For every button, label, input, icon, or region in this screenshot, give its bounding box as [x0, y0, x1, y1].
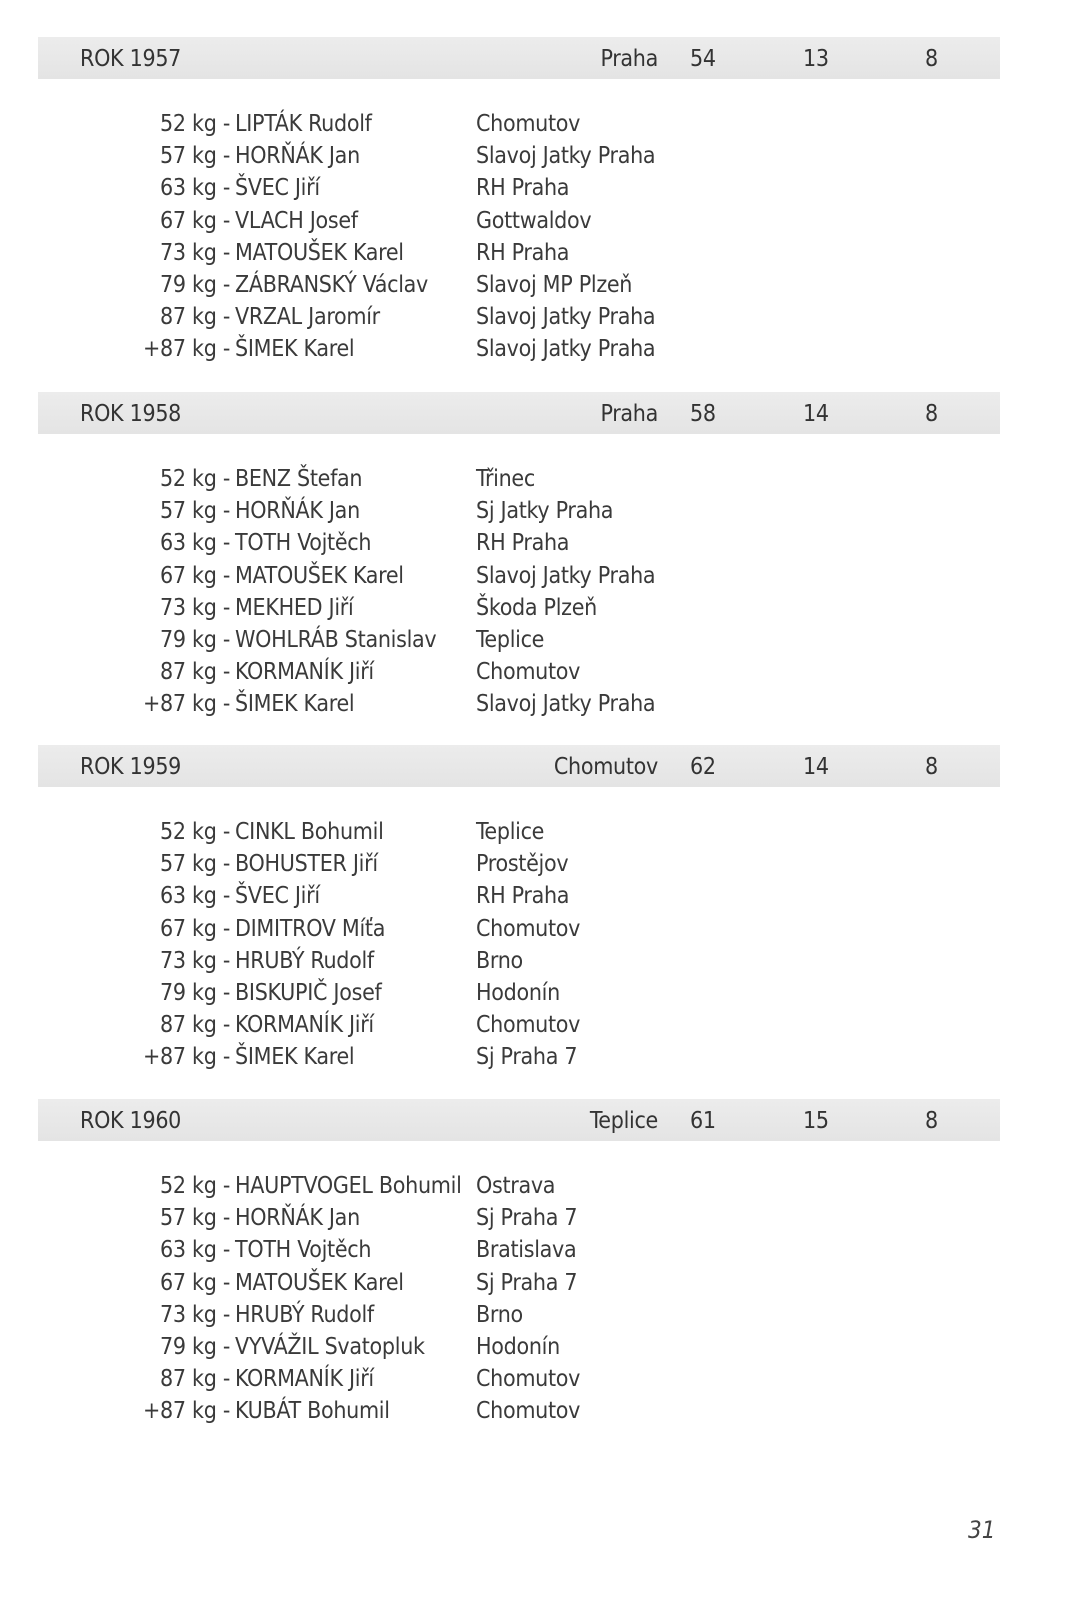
weight-class: +87 kg -	[143, 336, 230, 363]
club-name: RH Praha	[476, 883, 570, 910]
club-name: Chomutov	[476, 111, 581, 137]
weight-class: 67 kg -	[160, 1269, 230, 1296]
club-name: RH Praha	[476, 530, 570, 557]
wrestler-name: HORŇÁK Jan	[235, 1205, 360, 1232]
weight-class: 57 kg -	[160, 143, 230, 170]
club-name: Třinec	[476, 466, 535, 492]
list-item	[38, 530, 1000, 562]
list-item	[38, 883, 1000, 915]
wrestler-name: BOHUSTER Jiří	[235, 851, 378, 878]
club-name: Slavoj Jatky Praha	[476, 691, 656, 718]
club-name: Chomutov	[476, 915, 581, 942]
list-item	[38, 691, 1000, 723]
wrestler-name: VRZAL Jaromír	[235, 304, 380, 331]
club-name: Gottwaldov	[476, 207, 592, 234]
list-item	[38, 1237, 1000, 1269]
list-item	[38, 1205, 1000, 1237]
wrestler-name: DIMITROV Míťa	[235, 915, 386, 942]
wrestler-name: TOTH Vojtěch	[235, 1237, 372, 1264]
list-item	[38, 1012, 1000, 1044]
page-number: 31	[968, 1516, 996, 1544]
weight-class: 87 kg -	[160, 1012, 230, 1039]
list-item	[38, 659, 1000, 691]
club-name: Sj Praha 7	[476, 1044, 578, 1071]
club-name: Slavoj Jatky Praha	[476, 143, 656, 170]
wrestler-name: KUBÁT Bohumil	[235, 1398, 390, 1425]
stat-value: 8	[925, 1108, 938, 1134]
list-item	[38, 627, 1000, 659]
year-label: ROK 1957	[80, 46, 182, 72]
weight-class: +87 kg -	[143, 1398, 230, 1425]
host-city: Chomutov	[553, 754, 658, 780]
wrestler-name: TOTH Vojtěch	[235, 530, 372, 557]
club-name: Teplice	[476, 626, 545, 653]
wrestler-name: ŠVEC Jiří	[235, 883, 320, 910]
list-item	[38, 916, 1000, 948]
weight-class: 87 kg -	[160, 659, 230, 686]
weight-class: 52 kg -	[160, 111, 230, 137]
list-item	[38, 1173, 1000, 1205]
list-item	[38, 304, 1000, 336]
club-name: Sj Praha 7	[476, 1269, 578, 1296]
weight-class: 79 kg -	[160, 1333, 230, 1360]
champions-list	[38, 111, 1000, 369]
list-item	[38, 466, 1000, 498]
wrestler-name: WOHLRÁB Stanislav	[235, 626, 437, 653]
wrestler-name: HRUBÝ Rudolf	[235, 1301, 374, 1328]
year-label: ROK 1959	[80, 754, 182, 780]
wrestler-name: KORMANÍK Jiří	[235, 1012, 374, 1039]
club-name: Chomutov	[476, 1012, 581, 1039]
stat-value: 8	[925, 46, 938, 72]
club-name: Slavoj Jatky Praha	[476, 336, 656, 363]
champions-list	[38, 1173, 1000, 1431]
year-section	[38, 745, 1000, 1077]
club-name: Bratislava	[476, 1237, 577, 1264]
club-name: Hodonín	[476, 1333, 560, 1360]
wrestler-name: LIPTÁK Rudolf	[235, 111, 372, 137]
weight-class: 67 kg -	[160, 915, 230, 942]
wrestler-name: BISKUPIČ Josef	[235, 979, 382, 1006]
stat-value: 13	[803, 46, 829, 72]
weight-class: 73 kg -	[160, 947, 230, 974]
list-item	[38, 948, 1000, 980]
weight-class: 87 kg -	[160, 304, 230, 331]
club-name: Chomutov	[476, 659, 581, 686]
list-item	[38, 240, 1000, 272]
weight-class: 73 kg -	[160, 239, 230, 266]
wrestler-name: VLACH Josef	[235, 207, 358, 234]
weight-class: 63 kg -	[160, 883, 230, 910]
weight-class: +87 kg -	[143, 691, 230, 718]
list-item	[38, 1334, 1000, 1366]
wrestler-name: KORMANÍK Jiří	[235, 659, 374, 686]
wrestler-name: MEKHED Jiří	[235, 594, 354, 621]
weight-class: 73 kg -	[160, 1301, 230, 1328]
wrestler-name: KORMANÍK Jiří	[235, 1366, 374, 1393]
list-item	[38, 980, 1000, 1012]
weight-class: 79 kg -	[160, 979, 230, 1006]
year-section	[38, 37, 1000, 369]
weight-class: 52 kg -	[160, 1173, 230, 1199]
wrestler-name: ŠIMEK Karel	[235, 336, 355, 363]
wrestler-name: ŠIMEK Karel	[235, 1044, 355, 1071]
champions-list	[38, 819, 1000, 1077]
list-item	[38, 851, 1000, 883]
list-item	[38, 1398, 1000, 1430]
year-section	[38, 1099, 1000, 1431]
weight-class: 57 kg -	[160, 851, 230, 878]
stat-value: 61	[690, 1108, 716, 1134]
stat-value: 62	[690, 754, 716, 780]
weight-class: 73 kg -	[160, 594, 230, 621]
list-item	[38, 1366, 1000, 1398]
host-city: Praha	[600, 46, 658, 72]
stat-value: 15	[803, 1108, 829, 1134]
weight-class: 87 kg -	[160, 1366, 230, 1393]
weight-class: 57 kg -	[160, 1205, 230, 1232]
wrestler-name: MATOUŠEK Karel	[235, 1269, 404, 1296]
wrestler-name: CINKL Bohumil	[235, 819, 384, 845]
club-name: Sj Praha 7	[476, 1205, 578, 1232]
club-name: Hodonín	[476, 979, 560, 1006]
stat-value: 54	[690, 46, 716, 72]
wrestler-name: HRUBÝ Rudolf	[235, 947, 374, 974]
list-item	[38, 563, 1000, 595]
year-header-bar	[38, 392, 1000, 434]
wrestler-name: MATOUŠEK Karel	[235, 239, 404, 266]
wrestler-name: ZÁBRANSKÝ Václav	[235, 271, 428, 298]
weight-class: 57 kg -	[160, 498, 230, 525]
list-item	[38, 336, 1000, 368]
club-name: Slavoj Jatky Praha	[476, 304, 656, 331]
stat-value: 8	[925, 754, 938, 780]
club-name: Teplice	[476, 819, 545, 845]
club-name: Prostějov	[476, 851, 569, 878]
wrestler-name: ŠVEC Jiří	[235, 175, 320, 202]
list-item	[38, 498, 1000, 530]
wrestler-name: VYVÁŽIL Svatopluk	[235, 1333, 425, 1360]
weight-class: 79 kg -	[160, 626, 230, 653]
club-name: Ostrava	[476, 1173, 556, 1199]
wrestler-name: HORŇÁK Jan	[235, 498, 360, 525]
club-name: Sj Jatky Praha	[476, 498, 614, 525]
club-name: Brno	[476, 947, 523, 974]
list-item	[38, 1302, 1000, 1334]
host-city: Teplice	[589, 1108, 658, 1134]
host-city: Praha	[600, 401, 658, 427]
year-header-bar	[38, 37, 1000, 79]
champions-list	[38, 466, 1000, 724]
weight-class: 67 kg -	[160, 207, 230, 234]
list-item	[38, 1044, 1000, 1076]
list-item	[38, 143, 1000, 175]
list-item	[38, 208, 1000, 240]
weight-class: 63 kg -	[160, 175, 230, 202]
club-name: RH Praha	[476, 239, 570, 266]
club-name: Slavoj MP Plzeň	[476, 271, 633, 298]
year-header-bar	[38, 1099, 1000, 1141]
club-name: Chomutov	[476, 1366, 581, 1393]
weight-class: 52 kg -	[160, 819, 230, 845]
weight-class: 67 kg -	[160, 562, 230, 589]
list-item	[38, 111, 1000, 143]
wrestler-name: HORŇÁK Jan	[235, 143, 360, 170]
weight-class: 63 kg -	[160, 530, 230, 557]
weight-class: 63 kg -	[160, 1237, 230, 1264]
club-name: Chomutov	[476, 1398, 581, 1425]
club-name: RH Praha	[476, 175, 570, 202]
wrestler-name: ŠIMEK Karel	[235, 691, 355, 718]
year-label: ROK 1958	[80, 401, 182, 427]
year-header-bar	[38, 745, 1000, 787]
year-section	[38, 392, 1000, 724]
list-item	[38, 272, 1000, 304]
wrestler-name: HAUPTVOGEL Bohumil	[235, 1173, 462, 1199]
stat-value: 14	[803, 401, 829, 427]
weight-class: 52 kg -	[160, 466, 230, 492]
weight-class: +87 kg -	[143, 1044, 230, 1071]
list-item	[38, 819, 1000, 851]
stat-value: 14	[803, 754, 829, 780]
wrestler-name: BENZ Štefan	[235, 466, 363, 492]
club-name: Škoda Plzeň	[476, 594, 597, 621]
stat-value: 58	[690, 401, 716, 427]
list-item	[38, 1270, 1000, 1302]
year-label: ROK 1960	[80, 1108, 182, 1134]
stat-value: 8	[925, 401, 938, 427]
weight-class: 79 kg -	[160, 271, 230, 298]
club-name: Brno	[476, 1301, 523, 1328]
wrestler-name: MATOUŠEK Karel	[235, 562, 404, 589]
list-item	[38, 175, 1000, 207]
list-item	[38, 595, 1000, 627]
club-name: Slavoj Jatky Praha	[476, 562, 656, 589]
